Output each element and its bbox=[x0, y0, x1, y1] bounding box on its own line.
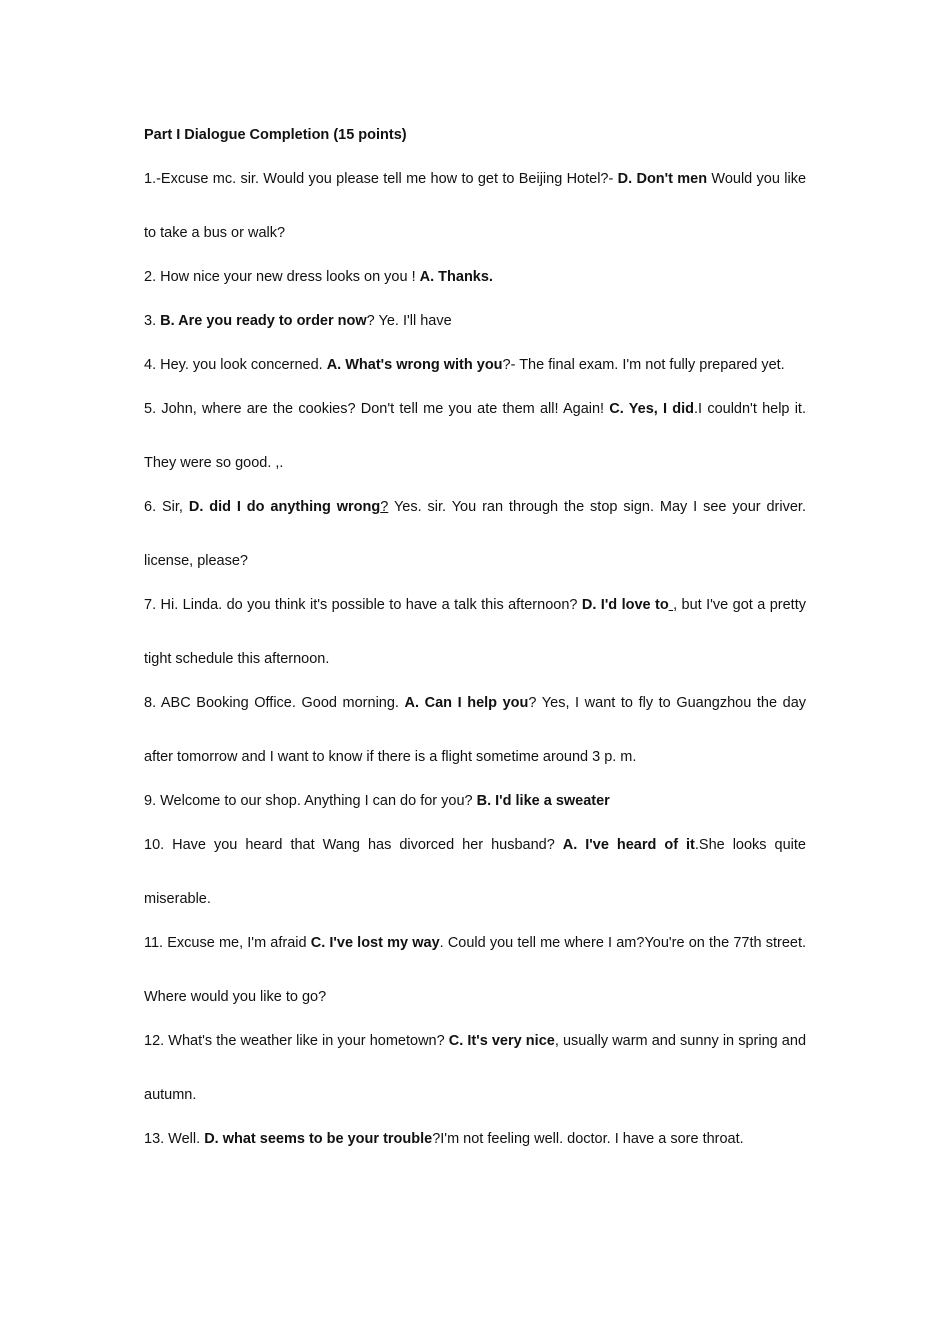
question-5 bbox=[144, 382, 806, 490]
question-text: 1.-Excuse mc. sir. Would you please tell me how to get to Beijing Hotel?- bbox=[144, 171, 618, 187]
question-text: 5. John, where are the cookies? Don't tell me you ate them all! Again! bbox=[144, 401, 610, 417]
question-text: 7. Hi. Linda. do you think it's possible to have a talk this afternoon? bbox=[144, 597, 582, 613]
question-text: 13. Well. bbox=[144, 1131, 205, 1147]
answer-text: D. I'd love to bbox=[581, 597, 669, 613]
question-11 bbox=[144, 916, 806, 1024]
underlined-mark: ? bbox=[380, 499, 389, 515]
question-text: ? Ye. I'll have bbox=[366, 313, 452, 329]
question-text: .She looks quite miserable. bbox=[144, 837, 806, 907]
question-13 bbox=[144, 1112, 806, 1166]
question-text: Yes. sir. You ran through the stop sign. May I see your driver. license, please? bbox=[144, 499, 806, 569]
question-text: .I couldn't help it. They were so good. ,. bbox=[144, 401, 806, 471]
section-heading: Part I Dialogue Completion (15 points) bbox=[144, 127, 407, 143]
answer-text: A. Thanks. bbox=[419, 269, 493, 285]
answer-text: C. I've lost my way bbox=[310, 935, 440, 951]
question-text: . Could you tell me where I am?You're on the 77th street. Where would you like to go? bbox=[144, 935, 807, 1005]
answer-text: C. Yes, I did bbox=[609, 401, 695, 417]
answer-text: A. I've heard of it bbox=[562, 837, 695, 853]
question-text: , usually warm and sunny in spring and autumn. bbox=[144, 1033, 807, 1103]
answer-text: D. Don't men bbox=[617, 171, 708, 187]
question-text: 8. ABC Booking Office. Good morning. bbox=[144, 695, 405, 711]
question-text: 3. bbox=[144, 313, 161, 329]
question-text: 9. Welcome to our shop. Anything I can do for you? bbox=[144, 793, 477, 809]
document-page bbox=[144, 124, 806, 1172]
answer-text: D. what seems to be your trouble bbox=[204, 1131, 433, 1147]
answer-text: B. Are you ready to order now bbox=[160, 313, 367, 329]
question-text: ?I'm not feeling well. doctor. I have a sore throat. bbox=[432, 1131, 744, 1147]
answer-text: A. What's wrong with you bbox=[326, 357, 503, 373]
question-7 bbox=[144, 578, 806, 686]
question-text: Would you like to take a bus or walk? bbox=[144, 171, 807, 241]
question-8 bbox=[144, 676, 806, 784]
question-text: 6. Sir, bbox=[144, 499, 189, 515]
question-text: 2. How nice your new dress looks on you ! bbox=[144, 269, 420, 285]
answer-text: A. Can I help you bbox=[404, 695, 529, 711]
answer-text: C. It's very nice bbox=[448, 1033, 555, 1049]
question-text: , but I've got a pretty tight schedule this afternoon. bbox=[144, 597, 806, 667]
question-text: 11. Excuse me, I'm afraid bbox=[144, 935, 311, 951]
question-text: 12. What's the weather like in your hometown? bbox=[144, 1033, 449, 1049]
answer-text: D. did I do anything wrong bbox=[188, 499, 381, 515]
question-10 bbox=[144, 818, 806, 926]
question-12 bbox=[144, 1014, 806, 1122]
question-text: 4. Hey. you look concerned. bbox=[144, 357, 327, 373]
question-1 bbox=[144, 152, 806, 260]
question-text: 10. Have you heard that Wang has divorced her husband? bbox=[144, 837, 563, 853]
answer-text: B. I'd like a sweater bbox=[476, 793, 610, 809]
question-6 bbox=[144, 480, 806, 588]
question-text: ?- The final exam. I'm not fully prepared yet. bbox=[502, 357, 785, 373]
question-text: ? Yes, I want to fly to Guangzhou the day after tomorrow and I want to know if there is a flight sometime around 3 p. m. bbox=[144, 695, 807, 765]
